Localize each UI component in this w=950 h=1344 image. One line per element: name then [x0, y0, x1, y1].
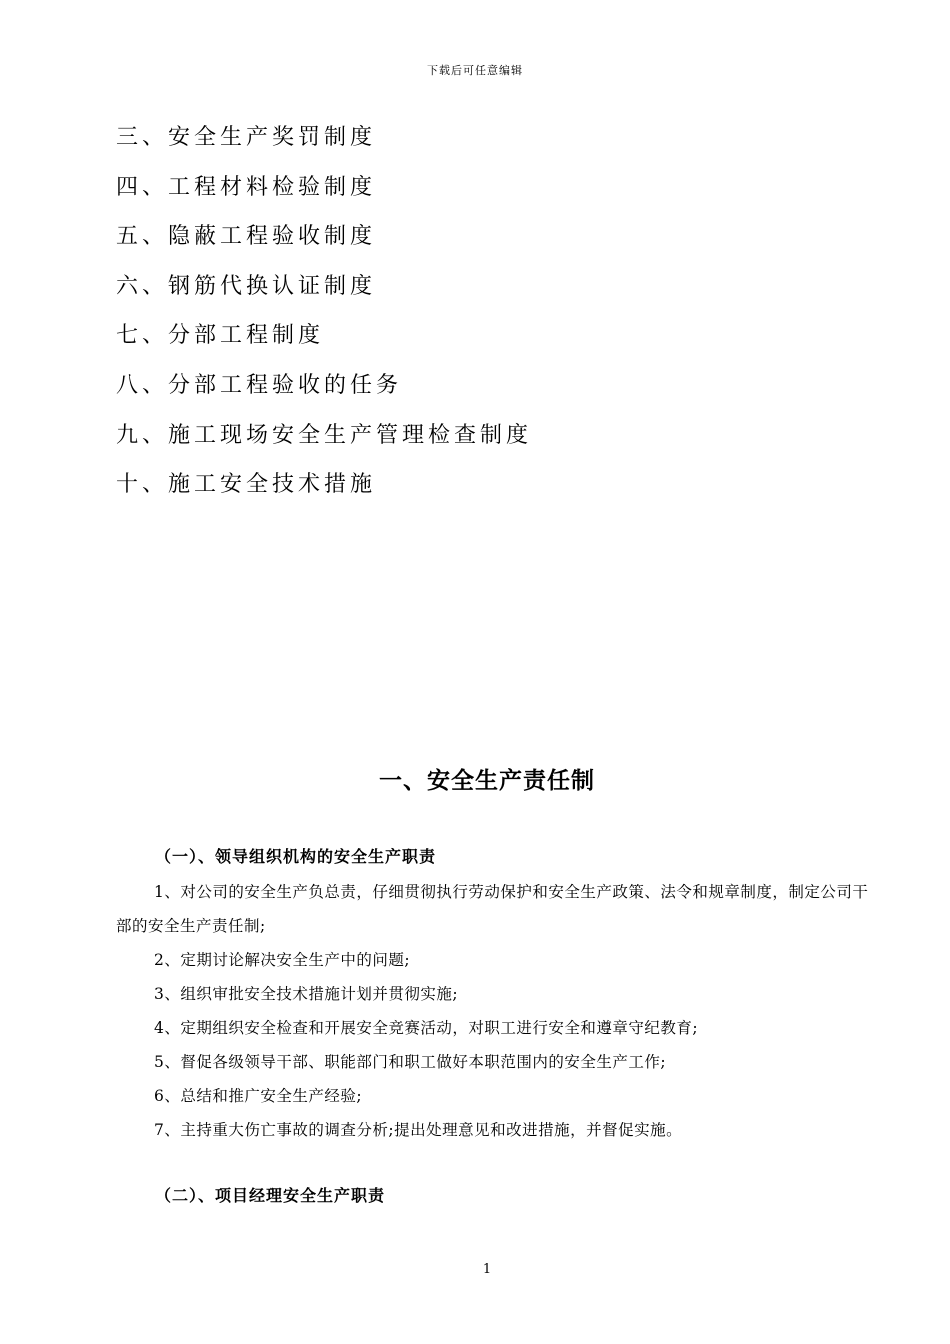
- toc-item: 七、分部工程制度: [116, 323, 325, 349]
- toc-item: 八、分部工程验收的任务: [116, 372, 403, 398]
- list-item: 1、对公司的安全生产负总责，仔细贯彻执行劳动保护和安全生产政策、法令和规章制度，制定公司干部的安全生产责任制;: [116, 883, 869, 935]
- toc-item: 三、安全生产奖罚制度: [116, 125, 377, 150]
- toc-item: 五、隐蔽工程验收制度: [116, 224, 377, 250]
- subsection-heading-1: （一）、领导组织机构的安全生产职责: [155, 847, 437, 866]
- toc-item: 六、钢筋代换认证制度: [116, 273, 377, 299]
- toc-item: 十、施工安全技术措施: [116, 472, 377, 498]
- page-number: 1: [482, 1262, 492, 1277]
- list-item: 7、主持重大伤亡事故的调查分析;提出处理意见和改进措施，并督促实施。: [154, 1121, 683, 1139]
- subsection-heading-2: （二）、项目经理安全生产职责: [155, 1186, 386, 1205]
- list-item: 6、总结和推广安全生产经验;: [154, 1087, 363, 1105]
- header-note: 下载后可任意编辑: [427, 64, 523, 77]
- responsibility-list: [116, 875, 876, 1147]
- list-item: 5、督促各级领导干部、职能部门和职工做好本职范围内的安全生产工作;: [154, 1053, 667, 1071]
- toc-item: 四、工程材料检验制度: [116, 174, 377, 200]
- list-item: 3、组织审批安全技术措施计划并贯彻实施;: [154, 985, 459, 1003]
- table-of-contents: [116, 126, 532, 523]
- list-item: 4、定期组织安全检查和开展安全竞赛活动，对职工进行安全和遵章守纪教育;: [154, 1019, 699, 1037]
- toc-item: 九、施工现场安全生产管理检查制度: [116, 422, 533, 448]
- list-item: 2、定期讨论解决安全生产中的问题;: [154, 951, 411, 969]
- section-title: 一、安全生产责任制: [379, 767, 595, 794]
